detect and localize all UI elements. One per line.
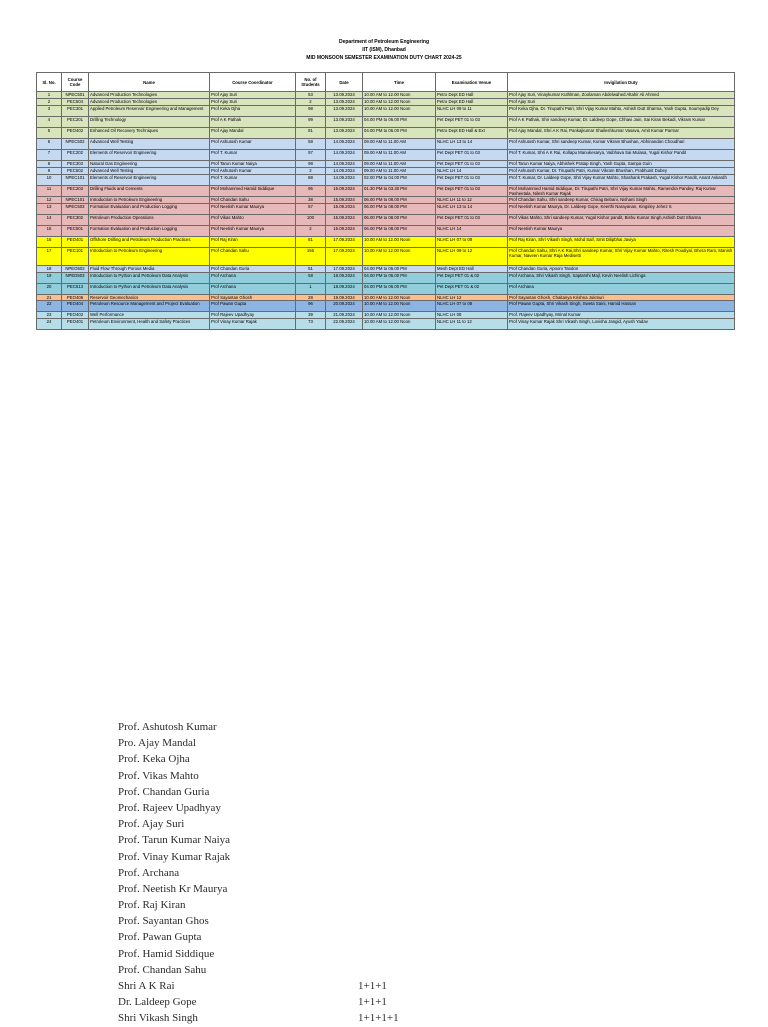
- cell-time: 01.30 PM to 03.30 PM: [363, 186, 436, 197]
- cell-duty: Prof Neetish Kumar Maurya: [508, 226, 735, 237]
- cell-duty: Prof Keka Ojha, Dr. Tirupathi Patri, Shri Vijay Kumar Mahto, Ashish Dutt Sharma, Yash Gupta, Soumyadip Dey: [508, 106, 735, 117]
- cell-coord: Prof Neetish Kumar Maurya: [210, 204, 296, 215]
- cell-time: 06.00 PM to 08.00 PM: [363, 215, 436, 226]
- cell-venue: Petro Dept ED Hall: [436, 99, 508, 106]
- table-row: [37, 92, 735, 99]
- cell-name: Petroleum Environment, Health and Safety Practices: [89, 319, 210, 330]
- cell-students: 2: [296, 99, 326, 106]
- cell-code: PEC513: [62, 284, 89, 295]
- cell-venue: Pet Dept PET 01 to 03: [436, 215, 508, 226]
- table-row: [37, 175, 735, 186]
- table-row: [37, 99, 735, 106]
- cell-venue: NLHC LH 11 to 12: [436, 197, 508, 204]
- cell-date: 19.09.2024: [326, 295, 363, 301]
- note-line: [118, 897, 538, 913]
- note-name: Prof. Neetish Kr Maurya: [118, 882, 228, 895]
- cell-students: 39: [296, 312, 326, 319]
- note-line: [118, 751, 538, 767]
- cell-sl: 5: [37, 128, 62, 139]
- cell-sl: 8: [37, 161, 62, 168]
- note-name: Prof. Tarun Kumar Naiya: [118, 834, 231, 847]
- cell-duty: Prof Neetish Kumar Maurya, Dr. Laldeep Gope, Keerthi Narayanan, Kingsley Jehez S: [508, 204, 735, 215]
- cell-coord: Prof Neetish Kumar Maurya: [210, 226, 296, 237]
- cell-sl: 4: [37, 117, 62, 128]
- cell-time: 09.00 AM to 11.00 AM: [363, 161, 436, 168]
- cell-date: 14.09.2024: [326, 139, 363, 150]
- cell-duty: Prof A K Pathak, Shri sandeep Kumar, Dr. Laldeep Gope, Chhavi Jain, Sai Kiran Bekadi, Vikram Kumar: [508, 117, 735, 128]
- cell-coord: Prof Chandan Guria: [210, 266, 296, 273]
- note-name: Prof. Ajay Suri: [118, 818, 185, 831]
- cell-code: PEO402: [62, 128, 89, 139]
- cell-code: NPEC501: [62, 92, 89, 99]
- col-header: Course Code: [62, 73, 89, 92]
- cell-time: 04.00 PM to 06.00 PM: [363, 266, 436, 273]
- note-line: [118, 800, 538, 816]
- cell-time: 09.00 AM to 11.00 AM: [363, 168, 436, 175]
- cell-duty: Prof Ajay Suri: [508, 99, 735, 106]
- cell-duty: Prof Vikas Mahto, Shri sandeep Kumar, Yugal Kishor pandit, Bishu Kumar Singh,Ashish Dutt Sharma: [508, 215, 735, 226]
- cell-venue: NLHC LH 13 to 14: [436, 139, 508, 150]
- cell-students: 73: [296, 319, 326, 330]
- note-name: Prof. Archana: [118, 866, 180, 879]
- col-header: Course Coordinator: [210, 73, 296, 92]
- cell-coord: Prof T. Kumar: [210, 175, 296, 186]
- cell-duty: Prof Raj Kiran, Shri Vikash Singh, Mohd Saif, Smit Dilipbhai Javiya: [508, 237, 735, 248]
- cell-name: Petroleum Production Operations: [89, 215, 210, 226]
- cell-date: 14.09.2024: [326, 161, 363, 168]
- cell-code: NPED503: [62, 273, 89, 284]
- cell-sl: 21: [37, 295, 62, 301]
- note-line: [118, 768, 538, 784]
- cell-code: PEC203: [62, 186, 89, 197]
- cell-name: Elements of Reservoir Engineering: [89, 150, 210, 161]
- note-line: [118, 929, 538, 945]
- cell-code: PEC303: [62, 161, 89, 168]
- cell-coord: Prof Tarun Kumar Naiya: [210, 161, 296, 168]
- cell-time: 10.00 AM to 12.00 Noon: [363, 312, 436, 319]
- note-count: 1+1+1: [358, 980, 387, 992]
- note-line: [118, 832, 538, 848]
- table-row: [37, 237, 735, 248]
- cell-venue: Pet Dept PET 01 to 03: [436, 117, 508, 128]
- cell-sl: 18: [37, 266, 62, 273]
- table-row: [37, 197, 735, 204]
- cell-students: 156: [296, 248, 326, 266]
- table-row: [37, 168, 735, 175]
- cell-venue: NLHC LH 08: [436, 312, 508, 319]
- cell-sl: 11: [37, 186, 62, 197]
- cell-time: 10.00 AM to 12.00 Noon: [363, 237, 436, 248]
- duty-chart-table: [36, 72, 735, 330]
- handwritten-notes-list: [118, 719, 538, 1027]
- cell-name: Reservoir Geomechanics: [89, 295, 210, 301]
- cell-time: 10.00 AM to 12.00 Noon: [363, 301, 436, 312]
- cell-duty: Prof Ajay Suri, Vinaykumar Kuthlman, Zoolaman Abdelwahed Altahir Ali Ahmed: [508, 92, 735, 99]
- cell-duty: Prof Chandan Sahu, Shri sandeep Kumar, Chirag Bebani, Nishant Singh: [508, 197, 735, 204]
- col-header: Examination Venue: [436, 73, 508, 92]
- col-header: Name: [89, 73, 210, 92]
- cell-date: 14.09.2024: [326, 175, 363, 186]
- note-name: Prof. Hamid Siddique: [118, 947, 215, 960]
- note-name: Prof. Keka Ojha: [118, 753, 190, 766]
- note-name: Prof. Rajeev Upadhyay: [118, 801, 221, 814]
- cell-sl: 20: [37, 284, 62, 295]
- table-row: [37, 204, 735, 215]
- table-row: [37, 248, 735, 266]
- cell-coord: Prof Mohammed Hamid Siddique: [210, 186, 296, 197]
- cell-venue: Pet Dept PET 01 to 03: [436, 175, 508, 186]
- note-name: Prof. Vikas Mahto: [118, 769, 199, 782]
- col-header: Time: [363, 73, 436, 92]
- cell-code: NPEC101: [62, 197, 89, 204]
- chart-title: MID MONSOON SEMESTER EXAMINATION DUTY CHART 2024-25: [306, 55, 462, 61]
- note-name: Pro. Ajay Mandal: [118, 737, 196, 750]
- cell-coord: Prof Archana: [210, 284, 296, 295]
- cell-sl: 24: [37, 319, 62, 330]
- cell-code: PEC302: [62, 215, 89, 226]
- note-line: [118, 962, 538, 978]
- cell-name: Enhanced Oil Recovery Techniques: [89, 128, 210, 139]
- cell-name: Fluid Flow Through Porous Media: [89, 266, 210, 273]
- cell-sl: 12: [37, 197, 62, 204]
- cell-students: 100: [296, 215, 326, 226]
- cell-date: 18.09.2024: [326, 273, 363, 284]
- cell-time: 04.00 PM to 06.00 PM: [363, 284, 436, 295]
- note-line: [118, 816, 538, 832]
- cell-students: 38: [296, 197, 326, 204]
- cell-time: 10.00 AM to 12.00 Noon: [363, 92, 436, 99]
- cell-time: 10.00 AM to 12.00 Noon: [363, 248, 436, 266]
- cell-name: Advanced Well Testing: [89, 139, 210, 150]
- cell-venue: Pet Dept PET 01 to 03: [436, 161, 508, 168]
- cell-date: 15.09.2024: [326, 226, 363, 237]
- cell-duty: Prof Vinay Kumar Rajak Shri Vikash Singh, Lovisha Jangid, Ayush Yadav: [508, 319, 735, 330]
- note-line: [118, 784, 538, 800]
- cell-code: NPEC503: [62, 204, 89, 215]
- cell-time: 06.00 PM to 08.00 PM: [363, 204, 436, 215]
- note-name: Prof. Pawan Gupta: [118, 931, 202, 944]
- table-row: [37, 117, 735, 128]
- cell-date: 15.09.2024: [326, 215, 363, 226]
- cell-students: 97: [296, 150, 326, 161]
- cell-duty: Prof Archana: [508, 284, 735, 295]
- cell-sl: 13: [37, 204, 62, 215]
- note-line: [118, 735, 538, 751]
- cell-duty: Prof Ashutosh Kumar, Shri sandeep Kumar, Kumar Vikram Bhushan, Abhinandan Choudhari: [508, 139, 735, 150]
- cell-coord: Prof Ajay Mandal: [210, 128, 296, 139]
- cell-sl: 15: [37, 226, 62, 237]
- cell-coord: Prof Rajeev Upadhyay: [210, 312, 296, 319]
- cell-code: PEO402: [62, 312, 89, 319]
- cell-students: 98: [296, 106, 326, 117]
- cell-name: Applied Petroleum Reservoir Engineering and Management: [89, 106, 210, 117]
- cell-date: 13.09.2024: [326, 106, 363, 117]
- cell-venue: NLHC LH 07 to 08: [436, 237, 508, 248]
- cell-duty: Prof T. Kumar, Shri A K Rai, Kollapu Manukesarya, Vaibhava Sai Mulasa, Yugal Kishor Pandit: [508, 150, 735, 161]
- cell-date: 17.09.2024: [326, 248, 363, 266]
- cell-code: PEO401: [62, 319, 89, 330]
- cell-code: NPEC101: [62, 175, 89, 186]
- cell-venue: Pet Dept PET 01 to 03: [436, 186, 508, 197]
- cell-duty: Prof Archana, Shri Vikash Singh, Saptarshi Majl, Kevin Neelish Lichinga: [508, 273, 735, 284]
- cell-date: 20.09.2024: [326, 301, 363, 312]
- cell-students: 2: [296, 168, 326, 175]
- cell-sl: 10: [37, 175, 62, 186]
- cell-coord: Prof Vinay Kumar Rajak: [210, 319, 296, 330]
- cell-date: 13.09.2024: [326, 128, 363, 139]
- cell-name: Elements of Reservoir Engineering: [89, 175, 210, 186]
- note-name: Prof. Chandan Guria: [118, 785, 210, 798]
- cell-name: Introduction to Python and Petroleum Data Analysis: [89, 284, 210, 295]
- note-line: [118, 913, 538, 929]
- cell-venue: NLHC LH 09 to 12: [436, 248, 508, 266]
- cell-sl: 3: [37, 106, 62, 117]
- col-header: No. of Students: [296, 73, 326, 92]
- department-title: Department of Petroleum Engineering: [338, 39, 429, 45]
- cell-venue: Pet Dept PET 01 & 02: [436, 284, 508, 295]
- cell-students: 99: [296, 117, 326, 128]
- note-line: [118, 719, 538, 735]
- cell-coord: Prof Chandan Sahu: [210, 248, 296, 266]
- cell-venue: NLHC LH 09 to 11: [436, 106, 508, 117]
- note-name: Shri Vikash Singh: [118, 1012, 198, 1025]
- cell-coord: Prof Ajay Suri: [210, 92, 296, 99]
- table-row: [37, 266, 735, 273]
- cell-code: PEC501: [62, 226, 89, 237]
- cell-venue: NLHC LH 11 to 12: [436, 319, 508, 330]
- note-line: [118, 1010, 538, 1026]
- note-line: [118, 978, 538, 994]
- table-row: [37, 215, 735, 226]
- cell-date: 21.09.2024: [326, 312, 363, 319]
- cell-date: 14.09.2024: [326, 150, 363, 161]
- note-name: Prof. Vinay Kumar Rajak: [118, 850, 231, 863]
- cell-name: Drilling Fluids and Cements: [89, 186, 210, 197]
- cell-venue: NLHC LH 13 to 14: [436, 204, 508, 215]
- note-line: [118, 881, 538, 897]
- cell-time: 02.00 PM to 04.00 PM: [363, 175, 436, 186]
- cell-sl: 9: [37, 168, 62, 175]
- document-header: [0, 38, 768, 62]
- cell-code: PEC201: [62, 117, 89, 128]
- cell-time: 04.00 PM to 06.00 PM: [363, 273, 436, 284]
- cell-code: PEO404: [62, 301, 89, 312]
- cell-duty: Prof. Rajeev Upadhyay, Mrinal Kumar: [508, 312, 735, 319]
- cell-date: 13.09.2024: [326, 117, 363, 128]
- cell-date: 13.09.2024: [326, 92, 363, 99]
- cell-coord: Prof Ashutosh Kumar: [210, 139, 296, 150]
- note-name: Prof. Chandan Sahu: [118, 963, 207, 976]
- table-row: [37, 312, 735, 319]
- note-count: 1+1+1: [358, 996, 387, 1009]
- note-line: [118, 865, 538, 881]
- cell-venue: Petro Dept ED Hall: [436, 92, 508, 99]
- table-row: [37, 319, 735, 330]
- cell-code: PEC502: [62, 168, 89, 175]
- cell-venue: NLHC LH 14: [436, 226, 508, 237]
- cell-students: 98: [296, 161, 326, 168]
- cell-sl: 14: [37, 215, 62, 226]
- cell-students: 57: [296, 204, 326, 215]
- note-line: [118, 994, 538, 1010]
- cell-students: 58: [296, 139, 326, 150]
- col-header: Sl. No.: [37, 73, 62, 92]
- cell-date: 15.09.2024: [326, 197, 363, 204]
- cell-name: Drilling Technology: [89, 117, 210, 128]
- cell-coord: Prof Keka Ojha: [210, 106, 296, 117]
- cell-date: 14.09.2024: [326, 168, 363, 175]
- cell-time: 04.00 PM to 06.00 PM: [363, 117, 436, 128]
- table-row: [37, 150, 735, 161]
- cell-coord: Prof Ajay Suri: [210, 99, 296, 106]
- cell-coord: Prof A K Pathak: [210, 117, 296, 128]
- cell-date: 18.09.2024: [326, 284, 363, 295]
- cell-date: 22.09.2024: [326, 319, 363, 330]
- note-name: Shri A K Rai: [118, 980, 175, 992]
- cell-students: 28: [296, 295, 326, 301]
- cell-coord: Prof T. Kumar: [210, 150, 296, 161]
- table-row: [37, 161, 735, 168]
- note-name: Prof. Ashutosh Kumar: [118, 721, 217, 733]
- cell-code: PEC504: [62, 99, 89, 106]
- table-row: [37, 186, 735, 197]
- cell-students: 1: [296, 284, 326, 295]
- table-header-row: [37, 73, 735, 92]
- cell-time: 06.00 PM to 08.00 PM: [363, 197, 436, 204]
- cell-sl: 2: [37, 99, 62, 106]
- cell-date: 13.09.2024: [326, 99, 363, 106]
- cell-duty: Prof Ashutosh Kumar, Dr. Tirupathi Patri, Kumar Vikram Bhushan, Prabhunit Dubey: [508, 168, 735, 175]
- cell-name: Offshore Drilling and Petroleum Production Practices: [89, 237, 210, 248]
- cell-name: Well Performance: [89, 312, 210, 319]
- table-row: [37, 139, 735, 150]
- table-row: [37, 226, 735, 237]
- cell-time: 10.00 AM to 12.00 Noon: [363, 319, 436, 330]
- cell-date: 17.09.2024: [326, 266, 363, 273]
- table-row: [37, 106, 735, 117]
- cell-name: Natural Gas Engineering: [89, 161, 210, 168]
- institute-title: IIT (ISM), Dhanbad: [362, 47, 406, 53]
- cell-students: 81: [296, 128, 326, 139]
- cell-code: PEC301: [62, 106, 89, 117]
- cell-coord: Prof Pawan Gupta: [210, 301, 296, 312]
- cell-date: 17.09.2024: [326, 237, 363, 248]
- cell-students: 96: [296, 301, 326, 312]
- cell-sl: 7: [37, 150, 62, 161]
- cell-time: 10.00 AM to 12.00 Noon: [363, 295, 436, 301]
- cell-venue: NLHC LH 07 to 08: [436, 301, 508, 312]
- cell-date: 15.09.2024: [326, 186, 363, 197]
- cell-time: 09.00 AM to 11.00 AM: [363, 139, 436, 150]
- col-header: Date: [326, 73, 363, 92]
- cell-name: Advanced Well Testing: [89, 168, 210, 175]
- cell-duty: Prof Chandan Guria, Apoorv Tandon: [508, 266, 735, 273]
- cell-venue: Pet Dept PET 01 & 02: [436, 273, 508, 284]
- table-row: [37, 273, 735, 284]
- cell-name: Introduction to Petroleum Engineering: [89, 248, 210, 266]
- cell-name: Formation Evaluation and Production Logging: [89, 226, 210, 237]
- cell-code: NPEC502: [62, 139, 89, 150]
- col-header: Invigilation Duty: [508, 73, 735, 92]
- cell-name: Introduction to Python and Petroleum Data Analysis: [89, 273, 210, 284]
- cell-students: 81: [296, 237, 326, 248]
- table-row: [37, 301, 735, 312]
- cell-duty: Prof Chandan Sahu, Shri A K Rai,Shri sandeep Kumar, Shri Vijay Kumar Mahto, Ritesh Poudiyal, Bhera Ram, Manish Kumar, Naveen Kumar Raja Medisetti: [508, 248, 735, 266]
- cell-sl: 17: [37, 248, 62, 266]
- cell-coord: Prof Vikas Mahto: [210, 215, 296, 226]
- cell-name: Introduction to Petroleum Engineering: [89, 197, 210, 204]
- cell-time: 06.00 PM to 08.00 PM: [363, 226, 436, 237]
- cell-coord: Prof Chandan Sahu: [210, 197, 296, 204]
- cell-code: NPEO502: [62, 266, 89, 273]
- cell-coord: Prof Raj Kiran: [210, 237, 296, 248]
- cell-code: PEO401: [62, 237, 89, 248]
- cell-coord: Prof Sayantan Ghosh: [210, 295, 296, 301]
- cell-name: Formation Evaluation and Production Logging: [89, 204, 210, 215]
- cell-venue: Pet Dept PET 01 to 03: [436, 150, 508, 161]
- cell-sl: 22: [37, 301, 62, 312]
- note-name: Prof. Raj Kiran: [118, 899, 186, 912]
- cell-time: 10.00 AM to 12.00 Noon: [363, 99, 436, 106]
- cell-time: 10.00 AM to 12.00 Noon: [363, 106, 436, 117]
- cell-sl: 6: [37, 139, 62, 150]
- cell-students: 51: [296, 266, 326, 273]
- cell-coord: Prof Archana: [210, 273, 296, 284]
- cell-students: 58: [296, 273, 326, 284]
- cell-code: PEO406: [62, 295, 89, 301]
- cell-date: 15.09.2024: [326, 204, 363, 215]
- cell-students: 53: [296, 92, 326, 99]
- cell-duty: Prof Sayantan Ghosh, Chaitanya Krishna Jukmuri: [508, 295, 735, 301]
- cell-students: 2: [296, 226, 326, 237]
- cell-name: Advanced Production Technologies: [89, 92, 210, 99]
- cell-coord: Prof Ashutosh Kumar: [210, 168, 296, 175]
- note-line: [118, 849, 538, 865]
- table-row: [37, 128, 735, 139]
- cell-time: 09.00 AM to 11.00 AM: [363, 150, 436, 161]
- cell-duty: Prof Pawan Gupta, Shri Vikash Singh, Sweta Saini, Hamid Hassan: [508, 301, 735, 312]
- cell-students: 95: [296, 186, 326, 197]
- cell-name: Advanced Production Technologies: [89, 99, 210, 106]
- note-count: 1+1+1+1: [358, 1012, 399, 1025]
- cell-venue: Petro Dept ED Hall & Ext: [436, 128, 508, 139]
- cell-sl: 23: [37, 312, 62, 319]
- cell-duty: Prof Mohammed Hamid Siddique, Dr. Tirupathi Patri, Shri Vijay Kumar Mahto, Ramendra Pandey, Raj Kumar Pasheetala, Nilesh Kumar Rajak: [508, 186, 735, 197]
- note-name: Prof. Sayantan Ghos: [118, 915, 209, 928]
- cell-duty: Prof Tarun Kumar Naiya, Abhishek Pratap Singh, Yash Gupta, Sampa Guin: [508, 161, 735, 168]
- cell-time: 04.00 PM to 06.00 PM: [363, 128, 436, 139]
- cell-name: Petroleum Resource Management and Project Evaluation: [89, 301, 210, 312]
- cell-students: 88: [296, 175, 326, 186]
- cell-venue: NLHC LH 12: [436, 295, 508, 301]
- cell-duty: Prof Ajay Mandal, Shri A K Rai, Pankajkumar Shaileshkumar Vasava, Amit Kumar Parmar: [508, 128, 735, 139]
- cell-venue: Mesh Dept ED Hall: [436, 266, 508, 273]
- cell-sl: 16: [37, 237, 62, 248]
- cell-venue: NLHC LH 14: [436, 168, 508, 175]
- note-line: [118, 946, 538, 962]
- cell-duty: Prof T. Kumar, Dr. Laldeep Gope, Shri Vijay Kumar Mahto, Shashank Prakash, Yugal Kishor Pandit, Anant Askardh: [508, 175, 735, 186]
- note-name: Dr. Laldeep Gope: [118, 996, 197, 1009]
- cell-sl: 1: [37, 92, 62, 99]
- table-row: [37, 284, 735, 295]
- cell-code: PEC202: [62, 150, 89, 161]
- cell-code: PEC101: [62, 248, 89, 266]
- cell-sl: 19: [37, 273, 62, 284]
